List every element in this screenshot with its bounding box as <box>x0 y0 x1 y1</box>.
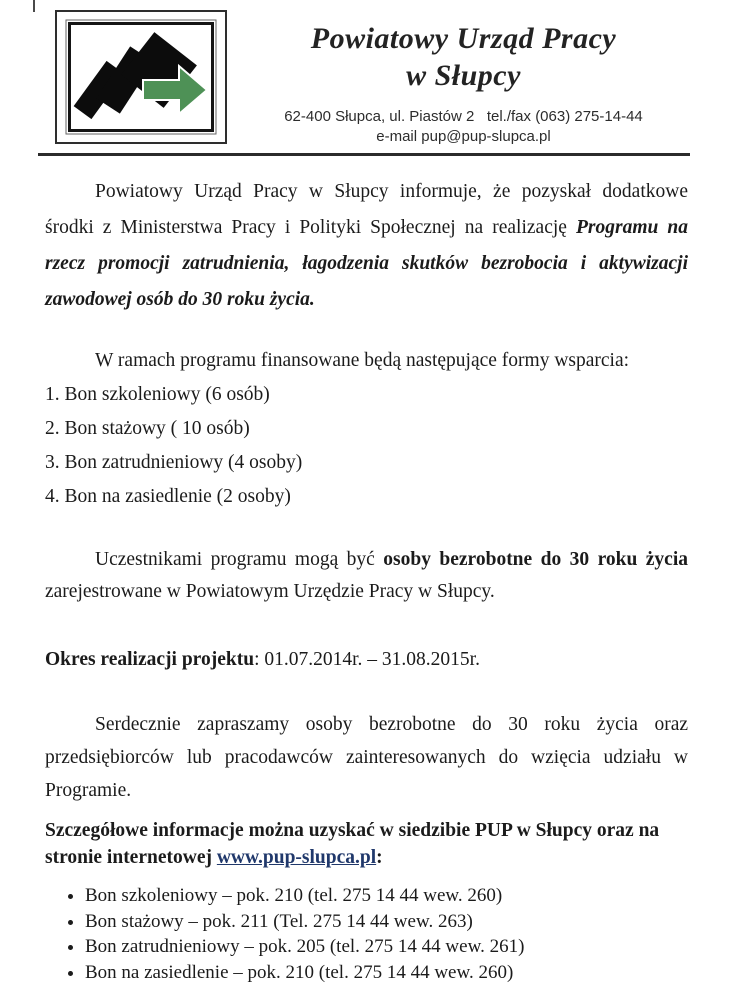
list-item-settlement-voucher: 4. Bon na zasiedlenie (2 osoby) <box>45 486 291 507</box>
scan-artifact-mark <box>33 0 35 12</box>
email-line: e-mail pup@pup-slupca.pl <box>376 128 551 145</box>
list-item-employment-voucher: 3. Bon zatrudnieniowy (4 osoby) <box>45 452 303 473</box>
contact-item-settlement-voucher: • Bon na zasiedlenie – pok. 210 (tel. 275 14 44 wew. 260) <box>85 960 688 983</box>
list-item-training-voucher: 1. Bon szkoleniowy (6 osób) <box>45 384 270 405</box>
contact-item-internship-voucher: • Bon stażowy – pok. 211 (Tel. 275 14 44 wew. 263) <box>85 909 688 935</box>
info-heading-colon: : <box>376 847 383 868</box>
letterhead-text <box>227 10 730 147</box>
support-forms-intro: W ramach programu finansowane będą następujące formy wsparcia: <box>95 350 630 371</box>
invitation-paragraph: Serdecznie zapraszamy osoby bezrobotne do 30 roku życia oraz przedsiębiorców lub pracodawców zainteresowanych do wzięcia udziału w Programie. <box>45 714 688 801</box>
letterhead <box>0 0 730 149</box>
website-link[interactable]: www.pup-slupca.pl <box>216 847 377 868</box>
participants-bold-text: osoby bezrobotne do 30 roku życia <box>383 549 689 570</box>
header-divider <box>38 153 690 156</box>
project-period-value: : 01.07.2014r. – 31.08.2015r. <box>254 649 480 670</box>
project-period-line <box>45 644 688 676</box>
address-line: 62-400 Słupca, ul. Piastów 2 tel./fax (063) 275-14-44 <box>284 108 643 125</box>
org-title-line2: w Słupcy <box>406 59 521 92</box>
pup-logo-arrow-icon <box>55 10 227 144</box>
contact-item-training-voucher: • Bon szkoleniowy – pok. 210 (tel. 275 14 44 wew. 260) <box>85 883 688 909</box>
support-forms-list <box>45 378 688 514</box>
participants-text: Uczestnikami programu mogą być <box>95 549 384 570</box>
document-body <box>0 174 730 983</box>
info-heading-text: Szczegółowe informacje można uzyskać w siedzibie PUP w Słupcy oraz na stronie internetowej <box>45 820 660 868</box>
contact-item-employment-voucher: • Bon zatrudnieniowy – pok. 205 (tel. 275 14 44 wew. 261) <box>85 934 688 960</box>
contact-rooms-list <box>45 883 688 983</box>
program-name-text: Programu na rzecz promocji zatrudnienia, łagodzenia skutków bezrobocia i aktywizacji zawodowej osób do 30 roku życia. <box>45 217 688 310</box>
participants-paragraph <box>45 544 688 608</box>
intro-paragraph <box>45 174 688 318</box>
list-item-internship-voucher: 2. Bon stażowy ( 10 osób) <box>45 418 250 439</box>
intro-text: Powiatowy Urząd Pracy w Słupcy informuje, że pozyskał dodatkowe środki z Ministerstwa Pracy i Polityki Społecznej na realizację <box>45 181 688 238</box>
participants-tail-text: zarejestrowane w Powiatowym Urzędzie Pracy w Słupcy. <box>45 581 495 602</box>
pup-logo <box>55 10 227 149</box>
info-heading <box>45 817 688 871</box>
project-period-label: Okres realizacji projektu <box>45 649 255 670</box>
org-title-line1: Powiatowy Urząd Pracy <box>310 22 617 55</box>
